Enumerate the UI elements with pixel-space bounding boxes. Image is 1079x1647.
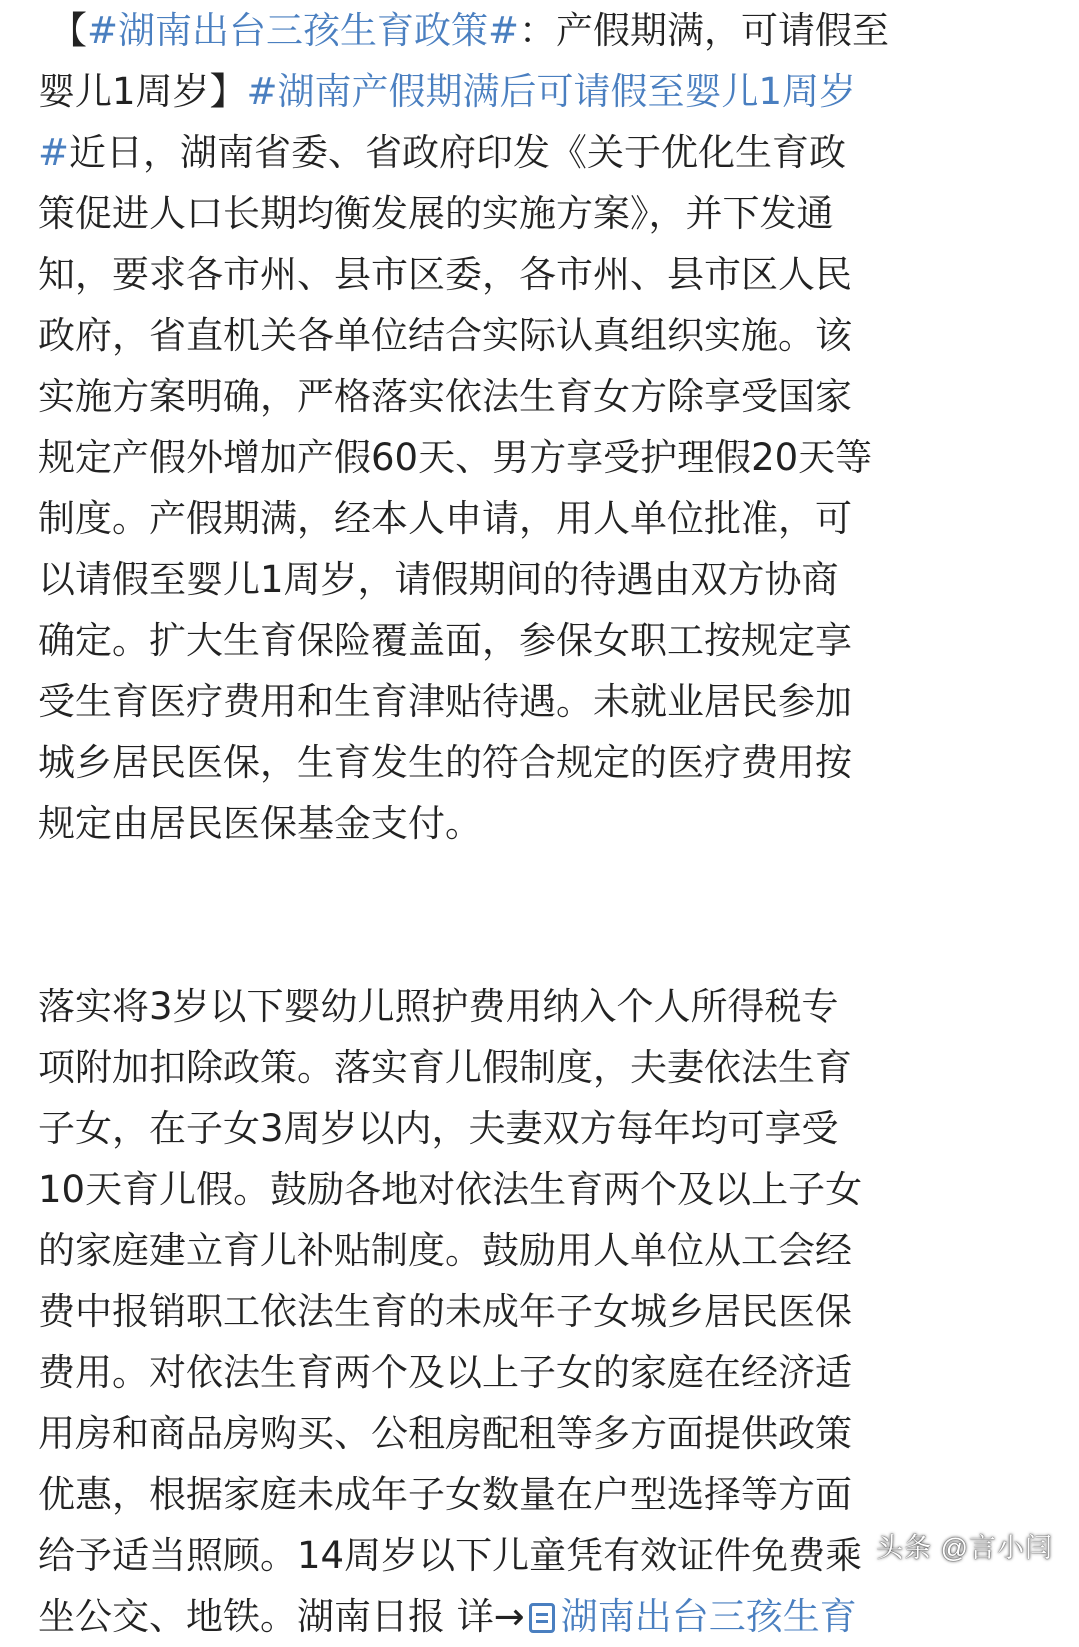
post-text: 婴儿1周岁】 [38,70,247,113]
watermark: 头条 @言小闫 [876,1533,1053,1563]
hashtag-link[interactable]: #湖南出台三孩生育政策# [87,9,520,52]
post-line: 知，要求各市州、县市区委，各市州、县市区人民 [38,253,852,296]
post-line [50,0,1060,61]
post-line: 实施方案明确，严格落实依法生育女方除享受国家 [38,375,852,418]
post-line: 用房和商品房购买、公租房配租等多方面提供政策 [38,1412,852,1455]
post-body [38,0,1048,1647]
post-text: ：产假期满，可请假至 [519,9,890,52]
bracket-open: 【 [50,9,87,52]
post-line: 费中报销职工依法生育的未成年子女城乡居民医保 [38,1290,852,1333]
hashtag-link[interactable]: #湖南产假期满后可请假至婴儿1周岁 [246,70,857,113]
post-line: 费用。对依法生育两个及以上子女的家庭在经济适 [38,1351,852,1394]
post-line: 确定。扩大生育保险覆盖面，参保女职工按规定享 [38,619,852,662]
post-line [38,122,1048,183]
post-line: 项附加扣除政策。落实育儿假制度，夫妻依法生育 [38,1046,852,1089]
post-line: 子女，在子女3周岁以内，夫妻双方每年均可享受 [38,1107,839,1150]
post-line: 的家庭建立育儿补贴制度。鼓励用人单位从工会经 [38,1229,852,1272]
post-text: 近日，湖南省委、省政府印发《关于优化生育政 [69,131,847,174]
paragraph-spacer [38,854,1048,976]
post-line: 规定产假外增加产假60天、男方享受护理假20天等 [38,436,873,479]
post-line: 给予适当照顾。14周岁以下儿童凭有效证件免费乘 [38,1534,863,1577]
document-icon [529,1603,555,1633]
post-line: 策促进人口长期均衡发展的实施方案》，并下发通 [38,192,834,235]
post-line: 优惠，根据家庭未成年子女数量在户型选择等方面 [38,1473,852,1516]
post-line: 落实将3岁以下婴幼儿照护费用纳入个人所得税专 [38,985,839,1028]
post-line [38,61,1048,122]
post-line: 受生育医疗费用和生育津贴待遇。未就业居民参加 [38,680,852,723]
post-line: 城乡居民医保，生育发生的符合规定的医疗费用按 [38,741,852,784]
hashtag-link[interactable]: # [38,131,70,174]
post-line: 以请假至婴儿1周岁，请假期间的待遇由双方协商 [38,558,839,601]
post-line: 政府，省直机关各单位结合实际认真组织实施。该 [38,314,852,357]
article-link-text: 湖南出台三孩生育 [560,1595,857,1638]
post-line: 10天育儿假。鼓励各地对依法生育两个及以上子女 [38,1168,863,1211]
post-text: 坐公交、地铁。湖南日报 详→ [38,1595,525,1638]
article-link[interactable] [525,1595,857,1638]
post-line: 规定由居民医保基金支付。 [38,802,482,845]
post-line: 制度。产假期满，经本人申请，用人单位批准，可 [38,497,852,540]
post-line [38,1586,1048,1647]
